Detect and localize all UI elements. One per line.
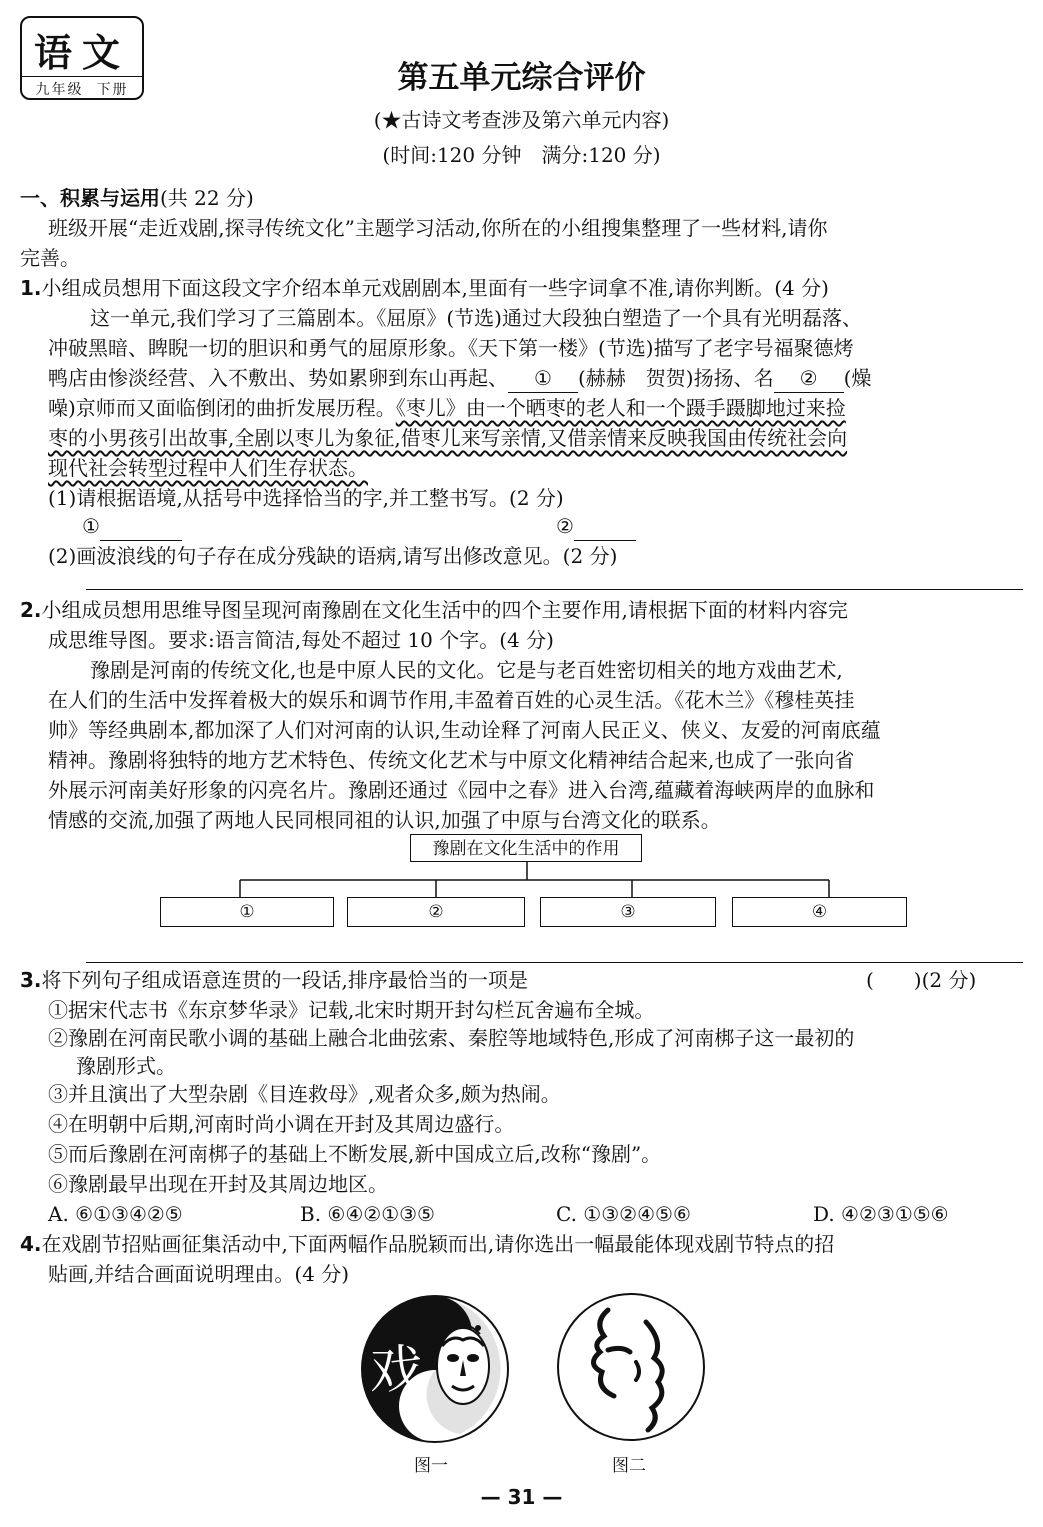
q3-sentence-1: ①据宋代志书《东京梦华录》记载,北宋时期开封勾栏瓦舍遍布全城。 [48, 998, 655, 1022]
q1-p3b: (赫赫 贺贺)扬扬、名 [578, 366, 774, 390]
q3-sentence-2-line2: 豫剧形式。 [76, 1054, 176, 1078]
section-title: 一、积累与运用 [20, 186, 160, 210]
q1-passage-line1: 这一单元,我们学习了三篇剧本。《屈原》(节选)通过大段独白塑造了一个具有光明磊落、 [90, 306, 862, 330]
q3-stem-text: 将下列句子组成语意连贯的一段话,排序最恰当的一项是 [41, 968, 528, 992]
q4-stem-text1: 在戏剧节招贴画征集活动中,下面两幅作品脱颖而出,请你选出一幅最能体现戏剧节特点的招 [41, 1232, 835, 1256]
q1-number: 1. [20, 276, 42, 300]
q3-option-c[interactable]: C. ①③②④⑤⑥ [556, 1202, 691, 1226]
q3-sentence-4: ④在明朝中后期,河南时尚小调在开封及其周边盛行。 [48, 1112, 515, 1136]
q4-stem-line1 [20, 1230, 1023, 1258]
figure-2-caption: 图二 [612, 1456, 646, 1476]
q2-passage-line4: 精神。豫剧将独特的地方艺术特色、传统文化艺术与中原文化精神结合起来,也成了一张向省 [48, 748, 855, 772]
figure-2 [556, 1292, 706, 1442]
q1-sub1: (1)请根据语境,从括号中选择恰当的字,并工整书写。(2 分) [48, 486, 564, 510]
q2-number: 2. [20, 598, 42, 622]
q1-blank-2[interactable]: ② [774, 364, 844, 393]
section-intro-line2: 完善。 [20, 246, 80, 270]
q2-stem-text1: 小组成员想用思维导图呈现河南豫剧在文化生活中的四个主要作用,请根据下面的材料内容完 [41, 598, 848, 622]
q3-sentence-3: ③并且演出了大型杂剧《目连救母》,观者众多,颇为热闹。 [48, 1082, 561, 1106]
q1-passage-line2: 冲破黑暗、睥睨一切的胆识和勇气的屈原形象。《天下第一楼》(节选)描写了老字号福聚德烤 [48, 336, 854, 360]
q1-wavy-3: 现代社会转型过程中人们生存状态。 [48, 456, 368, 480]
mindmap-box-3[interactable]: ③ [540, 897, 716, 927]
subject-label: 语文 [33, 31, 130, 75]
q4-stem-line2: 贴画,并结合画面说明理由。(4 分) [48, 1262, 350, 1286]
q2-answer-line[interactable] [86, 962, 1023, 963]
q3-option-b[interactable]: B. ⑥④②①③⑤ [300, 1202, 435, 1226]
section-intro-line1: 班级开展“走近戏剧,探寻传统文化”主题学习活动,你所在的小组搜集整理了一些材料,请你 [48, 216, 828, 240]
q1-p3c: (燥 [843, 366, 872, 390]
volume-text: 下册 [96, 82, 129, 98]
q1-p4a: 噪)京师而又面临倒闭的曲折发展历程。 [48, 396, 396, 420]
q2-passage-line5: 外展示河南美好形象的闪亮名片。豫剧还通过《园中之春》进入台湾,蕴藏着海峡两岸的血脉和 [48, 778, 875, 802]
q3-sentence-5: ⑤而后豫剧在河南梆子的基础上不断发展,新中国成立后,改称“豫剧”。 [48, 1142, 662, 1166]
page-number: — 31 — [480, 1485, 563, 1509]
q1-wavy-2: 枣的小男孩引出故事,全剧以枣儿为象征,借枣儿来写亲情,又借亲情来反映我国由传统社会向 [48, 426, 848, 450]
q3-number: 3. [20, 968, 42, 992]
q2-passage-line1: 豫剧是河南的传统文化,也是中原人民的文化。它是与老百姓密切相关的地方戏曲艺术, [90, 658, 843, 682]
grade-text: 九年级 [35, 82, 84, 98]
q4-number: 4. [20, 1232, 42, 1256]
q2-passage-line3: 帅》等经典剧本,都加深了人们对河南的认识,生动诠释了河南人民正义、侠义、友爱的河南底蕴 [48, 718, 881, 742]
q3-sentence-6: ⑥豫剧最早出现在开封及其周边地区。 [48, 1172, 388, 1196]
q1-wavy-1: 《枣儿》由一个晒枣的老人和一个蹑手蹑脚地过来捡 [395, 396, 846, 420]
page-subtitle: (★古诗文考查涉及第六单元内容) [373, 108, 670, 132]
q2-passage-line2: 在人们的生活中发挥着极大的娱乐和调节作用,丰盈着百姓的心灵生活。《花木兰》《穆桂英挂 [48, 688, 855, 712]
figure-1 [360, 1294, 510, 1444]
figure-1-caption: 图一 [414, 1456, 448, 1476]
q1-sub2: (2)画波浪线的句子存在成分残缺的语病,请写出修改意见。(2 分) [48, 544, 618, 568]
opera-poster-icon [360, 1294, 510, 1444]
mindmap-box-4[interactable]: ④ [732, 897, 907, 927]
fig1-glyph: 戏 [370, 1341, 423, 1401]
mindmap-box-2[interactable]: ② [347, 897, 525, 927]
page-title: 第五单元综合评价 [397, 60, 646, 96]
q1-sub1-mark-1: ① [82, 514, 100, 538]
mindmap-root: 豫剧在文化生活中的作用 [410, 834, 642, 862]
q3-options [48, 1200, 1043, 1228]
mindmap-box-1[interactable]: ① [160, 897, 334, 927]
q3-answer-bracket[interactable]: ( )(2 分) [866, 968, 977, 992]
q2-stem-line2: 成思维导图。要求:语言简洁,每处不超过 10 个字。(4 分) [48, 628, 554, 652]
q1-p3a: 鸭店由惨淡经营、入不敷出、势如累卵到东山再起、 [48, 366, 508, 390]
section-score: (共 22 分) [160, 186, 254, 210]
face-profile-poster-icon [556, 1292, 706, 1442]
q2-passage-line6: 情感的交流,加强了两地人民同根同祖的认识,加强了中原与台湾文化的联系。 [48, 808, 721, 832]
q1-sub1-mark-2: ② [556, 514, 574, 538]
q3-option-d[interactable]: D. ④②③①⑤⑥ [813, 1202, 949, 1226]
q3-option-a[interactable]: A. ⑥①③④②⑤ [48, 1202, 183, 1226]
q1-stem-text: 小组成员想用下面这段文字介绍本单元戏剧剧本,里面有一些字词拿不准,请你判断。(4 分) [41, 276, 829, 300]
q1-blank-1[interactable]: ① [508, 364, 578, 393]
q3-sentence-2-line1: ②豫剧在河南民歌小调的基础上融合北曲弦索、秦腔等地域特色,形成了河南梆子这一最初的 [48, 1026, 855, 1050]
time-info: (时间:120 分钟 满分:120 分) [382, 143, 661, 167]
